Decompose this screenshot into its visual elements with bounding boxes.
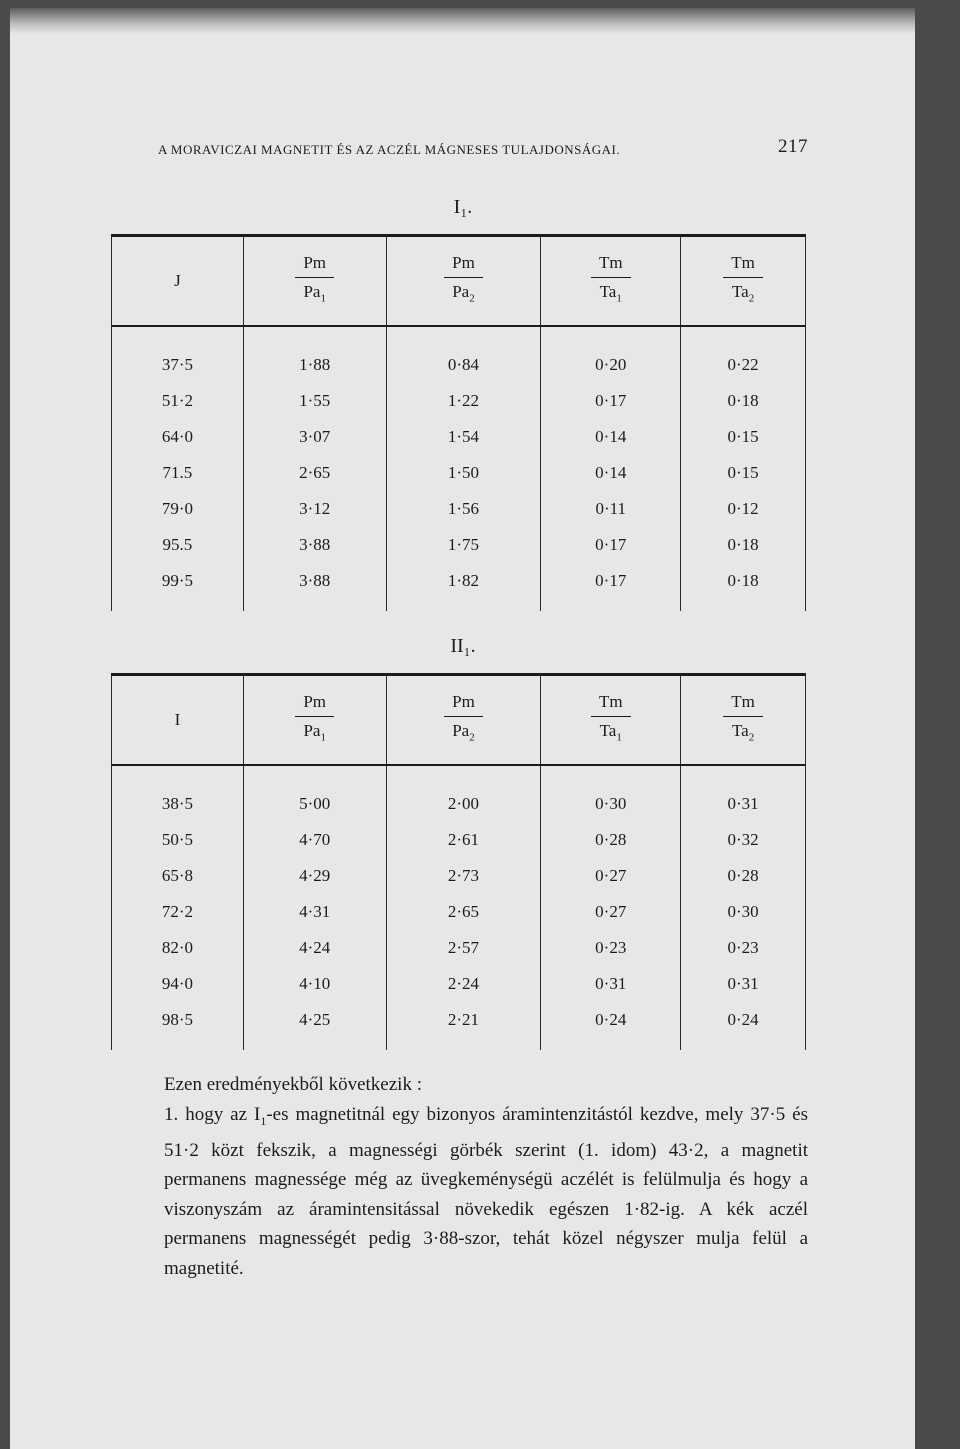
conclusion-item-1 — [132, 1100, 808, 1284]
numerator: Tm — [723, 688, 763, 717]
table-cell: 0·18 — [681, 527, 806, 563]
denominator-subscript: 1 — [320, 731, 326, 744]
table-cell: 37·5 — [112, 326, 244, 383]
table-cell: 2·65 — [386, 894, 541, 930]
table-cell: 1·54 — [386, 419, 541, 455]
table-cell: 0·11 — [541, 491, 681, 527]
table-cell: 0·23 — [541, 930, 681, 966]
table1-header-4 — [681, 236, 806, 327]
table-row — [112, 563, 806, 611]
table-cell: 0·15 — [681, 419, 806, 455]
table1-header-2 — [386, 236, 541, 327]
table-cell: 3·12 — [243, 491, 386, 527]
table-cell: 99·5 — [112, 563, 244, 611]
denominator — [295, 717, 334, 751]
table-cell: 1·56 — [386, 491, 541, 527]
table-cell: 2·65 — [243, 455, 386, 491]
denominator — [444, 717, 483, 751]
denominator-text: Pa — [452, 721, 470, 741]
denominator-text: Pa — [303, 282, 321, 302]
body-text — [132, 1070, 808, 1283]
page-number: 217 — [778, 136, 808, 157]
table-cell: 0·24 — [681, 1002, 806, 1050]
table-2-body — [112, 765, 806, 1050]
denominator — [295, 278, 334, 312]
denominator-text: Pa — [303, 721, 321, 741]
table-row — [112, 822, 806, 858]
table-cell: 2·73 — [386, 858, 541, 894]
table-cell: 4·29 — [243, 858, 386, 894]
table1-header-fraction — [295, 249, 334, 312]
denominator-subscript: 1 — [616, 731, 622, 744]
table-cell: 0·84 — [386, 326, 541, 383]
running-head-title: A MORAVICZAI MAGNETIT ÉS AZ ACZÉL MÁGNESES TULAJDONSÁGAI. — [158, 142, 621, 157]
table-1-title: I₁. — [453, 196, 473, 218]
table1-header-1 — [243, 236, 386, 327]
table2-header-label: I — [174, 710, 181, 729]
table-row — [112, 1002, 806, 1050]
table-row — [112, 383, 806, 419]
table-cell: 0·32 — [681, 822, 806, 858]
table-cell: 0·28 — [541, 822, 681, 858]
denominator — [591, 717, 631, 751]
table-cell: 0·12 — [681, 491, 806, 527]
denominator — [723, 717, 763, 751]
table1-header-3 — [541, 236, 681, 327]
table-row — [112, 930, 806, 966]
table-cell: 3·88 — [243, 563, 386, 611]
table-2-title: II₁. — [450, 635, 476, 657]
table-cell: 0·31 — [681, 966, 806, 1002]
table-cell: 2·61 — [386, 822, 541, 858]
table1-header-fraction — [591, 249, 631, 312]
table-cell: 1·22 — [386, 383, 541, 419]
table-cell: 0·17 — [541, 527, 681, 563]
denominator-subscript: 1 — [616, 292, 622, 305]
table-row — [112, 765, 806, 822]
numerator: Tm — [723, 249, 763, 278]
table-cell: 0·20 — [541, 326, 681, 383]
numerator: Pm — [444, 249, 483, 278]
table2-header-2 — [386, 675, 541, 766]
numerator: Pm — [444, 688, 483, 717]
table2-header-fraction — [444, 688, 483, 751]
table2-header-fraction — [591, 688, 631, 751]
table2-header-fraction — [723, 688, 763, 751]
table-cell: 1·82 — [386, 563, 541, 611]
item-1-start: 1. hogy az I — [164, 1103, 261, 1125]
table-row — [112, 858, 806, 894]
numerator: Tm — [591, 688, 631, 717]
table2-header-1 — [243, 675, 386, 766]
table-cell: 64·0 — [112, 419, 244, 455]
item-1-subscript: 1 — [260, 1113, 267, 1128]
table-cell: 0·27 — [541, 858, 681, 894]
table-cell: 0·27 — [541, 894, 681, 930]
numerator: Pm — [295, 249, 334, 278]
table-cell: 98·5 — [112, 1002, 244, 1050]
table-cell: 0·17 — [541, 563, 681, 611]
denominator-subscript: 2 — [469, 731, 475, 744]
table-cell: 3·07 — [243, 419, 386, 455]
table-cell: 0·14 — [541, 419, 681, 455]
table-cell: 0·17 — [541, 383, 681, 419]
table2-header-fraction — [295, 688, 334, 751]
denominator-text: Pa — [452, 282, 470, 302]
book-page — [10, 8, 915, 1449]
table-cell: 50·5 — [112, 822, 244, 858]
table1-header-0 — [112, 236, 244, 327]
table-cell: 0·23 — [681, 930, 806, 966]
table-cell: 1·50 — [386, 455, 541, 491]
table-cell: 51·2 — [112, 383, 244, 419]
denominator-text: Ta — [731, 721, 749, 741]
table-cell: 3·88 — [243, 527, 386, 563]
table-cell: 4·31 — [243, 894, 386, 930]
table-row — [112, 894, 806, 930]
table-cell: 71.5 — [112, 455, 244, 491]
table-cell: 0·18 — [681, 563, 806, 611]
table1-header-label: J — [174, 271, 181, 290]
denominator — [591, 278, 631, 312]
table-cell: 0·15 — [681, 455, 806, 491]
item-1-rest: -es magnetitnál egy bizonyos áramintenzitástól kezdve, mely 37·5 és 51·2 közt fekszik, a magnességi görbék szerint (1. idom) 43·2, a magnetit permanens magnessége még az üvegkeménységü aczélét is felülmulja és hogy a viszonyszám az áramintensitással növekedik egészen 1·82-ig. A kék aczél permanens magnességét pedig 3·88-szor, tehát közel négyszer mulja felül a magnetité. — [164, 1103, 808, 1279]
table-cell: 0·30 — [541, 765, 681, 822]
table-cell: 4·70 — [243, 822, 386, 858]
table-cell: 0·22 — [681, 326, 806, 383]
table-cell: 82·0 — [112, 930, 244, 966]
table-2 — [111, 673, 806, 1050]
table-cell: 95.5 — [112, 527, 244, 563]
table-cell: 2·21 — [386, 1002, 541, 1050]
table-cell: 2·57 — [386, 930, 541, 966]
table-cell: 0·28 — [681, 858, 806, 894]
table-cell: 0·31 — [681, 765, 806, 822]
table-1-body — [112, 326, 806, 611]
table-1-header-row — [112, 236, 806, 327]
table-cell: 79·0 — [112, 491, 244, 527]
table-cell: 94·0 — [112, 966, 244, 1002]
denominator — [723, 278, 763, 312]
table-row — [112, 491, 806, 527]
denominator-subscript: 2 — [469, 292, 475, 305]
table-cell: 38·5 — [112, 765, 244, 822]
table-cell: 4·25 — [243, 1002, 386, 1050]
table-cell: 0·30 — [681, 894, 806, 930]
table-cell: 2·00 — [386, 765, 541, 822]
table-cell: 4·24 — [243, 930, 386, 966]
table-cell: 1·75 — [386, 527, 541, 563]
table-cell: 0·14 — [541, 455, 681, 491]
conclusion-intro: Ezen eredményekből következik : — [164, 1074, 422, 1095]
table-cell: 72·2 — [112, 894, 244, 930]
table-cell: 0·31 — [541, 966, 681, 1002]
denominator-subscript: 2 — [748, 292, 755, 305]
numerator: Pm — [295, 688, 334, 717]
table1-header-fraction — [723, 249, 763, 312]
denominator-text: Ta — [599, 721, 617, 741]
table1-header-fraction — [444, 249, 483, 312]
table-2-header-row — [112, 675, 806, 766]
table-cell: 5·00 — [243, 765, 386, 822]
denominator-text: Ta — [599, 282, 617, 302]
table-row — [112, 455, 806, 491]
table2-header-3 — [541, 675, 681, 766]
denominator-text: Ta — [731, 282, 749, 302]
table2-header-0 — [112, 675, 244, 766]
table-cell: 0·24 — [541, 1002, 681, 1050]
table-row — [112, 966, 806, 1002]
denominator — [444, 278, 483, 312]
table-cell: 1·88 — [243, 326, 386, 383]
denominator-subscript: 2 — [748, 731, 755, 744]
denominator-subscript: 1 — [320, 292, 326, 305]
table-row — [112, 527, 806, 563]
table-cell: 0·18 — [681, 383, 806, 419]
table-cell: 4·10 — [243, 966, 386, 1002]
table-row — [112, 326, 806, 383]
table2-header-4 — [681, 675, 806, 766]
table-cell: 1·55 — [243, 383, 386, 419]
numerator: Tm — [591, 249, 631, 278]
table-row — [112, 419, 806, 455]
table-1 — [111, 234, 806, 611]
table-cell: 2·24 — [386, 966, 541, 1002]
table-cell: 65·8 — [112, 858, 244, 894]
